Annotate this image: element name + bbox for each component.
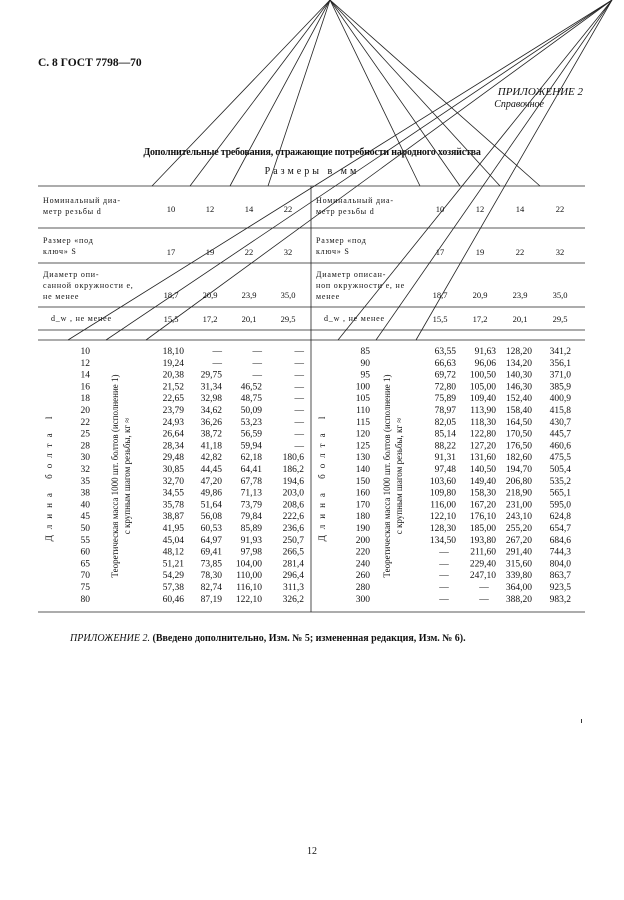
right-length-value: 220 <box>355 547 370 558</box>
left-mass-value: 42,82 <box>200 453 222 464</box>
right-mass-value: 315,60 <box>505 559 532 570</box>
left-mass-value: 78,30 <box>200 571 222 582</box>
mass-label: с крупным шагом резьбы, кг ≈ <box>122 417 132 535</box>
left-mass-value: 28,34 <box>162 441 184 452</box>
left-mass-value: 45,04 <box>162 535 184 546</box>
appendix-title: ПРИЛОЖЕНИЕ 2 <box>497 86 583 98</box>
left-mass-value: 222,6 <box>282 512 304 523</box>
table-rule <box>230 0 330 186</box>
right-mass-value: 96,06 <box>474 358 496 369</box>
right-length-value: 180 <box>355 512 370 523</box>
right-dw-value: 15,5 <box>432 314 448 324</box>
left-nominal-value: 12 <box>205 204 215 214</box>
right-length-value: 190 <box>355 524 370 534</box>
right-mass-value: 475,5 <box>549 453 571 464</box>
left-length-value: 75 <box>80 583 90 593</box>
right-dw-value: 20,1 <box>512 314 528 324</box>
right-mass-value: 595,0 <box>549 500 571 511</box>
right-mass-value: 128,30 <box>429 524 456 534</box>
right-length-value: 95 <box>360 370 370 381</box>
left-mass-value: 51,64 <box>200 500 222 511</box>
left-diam-value: 18,7 <box>163 290 179 300</box>
footnote-label: ПРИЛОЖЕНИЕ 2. <box>70 633 150 644</box>
left-mass-value: 29,75 <box>200 370 222 381</box>
left-mass-value: 97,98 <box>240 547 262 558</box>
left-mass-value: 36,26 <box>200 417 222 428</box>
left-mass-value: — <box>252 347 262 357</box>
right-mass-value: 72,80 <box>434 382 456 393</box>
left-mass-value: 32,70 <box>162 476 184 487</box>
left-mass-value: — <box>294 429 304 440</box>
left-dw-value: 29,5 <box>280 314 296 324</box>
left-length-value: 10 <box>80 347 90 357</box>
right-mass-value: — <box>479 594 489 605</box>
right-mass-value: 193,80 <box>469 535 496 546</box>
left-mass-value: 57,38 <box>162 583 184 593</box>
right-length-value: 260 <box>355 571 370 582</box>
left-nominal-label: Номинальный диа- <box>43 196 121 205</box>
left-mass-value: 266,5 <box>282 547 304 558</box>
right-mass-value: — <box>439 571 449 582</box>
left-length-value: 60 <box>80 547 90 558</box>
left-mass-value: 53,23 <box>240 417 262 428</box>
left-mass-value: 31,34 <box>200 382 222 393</box>
left-mass-value: 56,08 <box>200 512 222 523</box>
left-mass-value: 73,79 <box>240 500 262 511</box>
page-number: 12 <box>307 846 317 857</box>
right-mass-value: — <box>479 583 489 593</box>
left-length-value: 80 <box>80 594 90 605</box>
left-mass-value: 59,94 <box>240 441 262 452</box>
right-mass-value: 182,60 <box>505 453 532 464</box>
left-mass-value: — <box>212 347 222 357</box>
table-rule <box>376 0 612 340</box>
left-mass-value: 34,55 <box>162 488 184 499</box>
right-mass-value: 63,55 <box>434 347 456 357</box>
right-mass-value: 371,0 <box>549 370 571 381</box>
left-length-value: 65 <box>80 559 90 570</box>
right-key-value: 17 <box>435 247 445 257</box>
left-mass-value: 23,79 <box>162 406 184 416</box>
left-mass-value: 236,6 <box>282 524 304 534</box>
table-rule <box>330 0 540 186</box>
right-mass-value: 415,8 <box>549 406 571 416</box>
right-mass-value: 211,60 <box>470 547 496 558</box>
right-mass-value: 267,20 <box>505 535 532 546</box>
right-mass-value: 863,7 <box>549 571 571 582</box>
right-mass-value: 105,00 <box>469 382 496 393</box>
left-mass-value: 49,86 <box>200 488 222 499</box>
right-mass-value: 128,20 <box>505 347 532 357</box>
right-key-value: 32 <box>555 247 565 257</box>
left-key-value: 17 <box>166 247 176 257</box>
left-mass-value: 180,6 <box>282 453 304 464</box>
left-mass-value: 64,41 <box>240 465 262 475</box>
right-mass-value: 149,40 <box>469 476 496 487</box>
right-mass-value: — <box>439 547 449 558</box>
right-mass-value: 75,89 <box>434 394 456 405</box>
right-diam-label: менее <box>316 292 340 301</box>
right-mass-value: 122,80 <box>469 429 496 440</box>
left-mass-value: 22,65 <box>162 394 184 405</box>
right-mass-value: 134,50 <box>429 535 456 546</box>
right-length-value: 125 <box>355 441 370 452</box>
left-length-value: 50 <box>80 524 90 534</box>
left-mass-value: 186,2 <box>282 465 304 475</box>
left-length-value: 16 <box>80 382 90 393</box>
left-diam-value: 20,9 <box>202 290 218 300</box>
right-mass-value: 109,80 <box>429 488 456 499</box>
left-mass-value: 41,95 <box>162 524 184 534</box>
right-length-value: 140 <box>355 465 370 475</box>
right-mass-value: 460,6 <box>549 441 571 452</box>
right-mass-value: 339,80 <box>505 571 532 582</box>
right-length-value: 280 <box>355 583 370 593</box>
left-mass-value: — <box>252 370 262 381</box>
left-mass-value: — <box>294 417 304 428</box>
left-mass-value: 41,18 <box>200 441 222 452</box>
right-nominal-label: Номинальный диа- <box>316 196 394 205</box>
left-key-label: ключ» S <box>43 247 77 256</box>
left-mass-value: — <box>294 358 304 369</box>
right-mass-value: — <box>439 594 449 605</box>
table-rule <box>330 0 500 186</box>
right-mass-value: 218,90 <box>505 488 532 499</box>
left-mass-value: 44,45 <box>200 465 222 475</box>
left-mass-value: 46,52 <box>240 382 262 393</box>
right-mass-value: 100,50 <box>469 370 496 381</box>
left-diam-value: 23,9 <box>241 290 257 300</box>
right-dw-value: 17,2 <box>472 314 488 324</box>
left-key-value: 32 <box>283 247 293 257</box>
left-length-value: 20 <box>80 406 90 416</box>
right-mass-value: 430,7 <box>549 417 571 428</box>
left-length-value: 40 <box>80 500 90 511</box>
right-length-value: 150 <box>355 476 370 487</box>
right-diam-label: ноп окружности е, не <box>316 281 405 290</box>
sizes-caption: Размеры в мм <box>264 166 360 177</box>
left-mass-value: 35,78 <box>162 500 184 511</box>
left-length-value: 55 <box>80 535 90 546</box>
right-mass-value: 291,40 <box>505 547 532 558</box>
left-mass-value: — <box>294 370 304 381</box>
right-mass-value: 91,63 <box>474 347 496 357</box>
right-mass-value: 684,6 <box>549 535 571 546</box>
left-mass-value: — <box>294 382 304 393</box>
right-mass-value: 97,48 <box>434 465 456 475</box>
left-mass-value: 122,10 <box>235 594 262 605</box>
right-mass-value: 388,20 <box>505 594 532 605</box>
left-mass-value: 21,52 <box>162 382 184 393</box>
left-diam-label: санной окружности е, <box>43 281 134 290</box>
right-diam-value: 23,9 <box>512 290 528 300</box>
right-mass-value: 170,50 <box>505 429 532 440</box>
right-mass-value: — <box>439 559 449 570</box>
right-mass-value: 66,63 <box>434 358 456 369</box>
left-mass-value: 38,87 <box>162 512 184 523</box>
right-mass-value: 400,9 <box>549 394 571 405</box>
left-mass-value: — <box>252 358 262 369</box>
left-length-value: 45 <box>80 512 90 523</box>
left-mass-value: 87,19 <box>200 594 222 605</box>
left-length-value: 30 <box>80 453 90 464</box>
left-mass-value: — <box>294 441 304 452</box>
right-key-value: 22 <box>515 247 525 257</box>
margin-mark <box>581 719 582 723</box>
right-mass-value: 82,05 <box>434 417 456 428</box>
mass-label: Теоретическая масса 1000 шт. болтов (исполнение 1) <box>110 374 120 578</box>
right-mass-value: 158,40 <box>505 406 532 416</box>
right-mass-value: 445,7 <box>549 429 571 440</box>
left-mass-value: 56,59 <box>240 429 262 440</box>
left-mass-value: 38,72 <box>200 429 222 440</box>
right-length-value: 115 <box>356 417 370 428</box>
right-diam-label: Диаметр описан- <box>316 270 387 279</box>
left-mass-value: — <box>294 394 304 405</box>
right-key-value: 19 <box>475 247 485 257</box>
left-mass-value: 60,46 <box>162 594 184 605</box>
left-nominal-value: 14 <box>244 204 254 214</box>
right-length-value: 105 <box>355 394 370 405</box>
right-mass-value: 167,20 <box>469 500 496 511</box>
right-mass-value: 565,1 <box>549 488 571 499</box>
left-dw-value: 20,1 <box>241 314 257 324</box>
left-mass-value: 116,10 <box>236 583 262 593</box>
left-mass-value: 20,38 <box>162 370 184 381</box>
right-mass-value: 923,5 <box>549 583 571 593</box>
table-rule <box>190 0 330 186</box>
right-mass-value: 113,90 <box>470 406 496 416</box>
right-mass-value: 505,4 <box>549 465 571 475</box>
left-dw-value: 15,5 <box>163 314 179 324</box>
right-mass-value: 109,40 <box>469 394 496 405</box>
left-key-label: Размер «под <box>43 236 94 245</box>
right-dw-value: 29,5 <box>552 314 568 324</box>
left-mass-value: 281,4 <box>282 559 304 570</box>
right-dw-label: d_w , не менее <box>324 314 385 323</box>
right-mass-value: 118,30 <box>470 417 496 428</box>
left-mass-value: 208,6 <box>282 500 304 511</box>
right-mass-value: 535,2 <box>549 476 571 487</box>
table-rule <box>330 0 420 186</box>
length-label: Длина болта l <box>317 410 327 542</box>
left-mass-value: 82,74 <box>200 583 222 593</box>
right-length-value: 120 <box>355 429 370 440</box>
left-diam-label: не менее <box>43 292 80 301</box>
left-length-value: 25 <box>80 429 90 440</box>
left-mass-value: 32,98 <box>200 394 222 405</box>
left-length-value: 28 <box>80 441 90 452</box>
left-mass-value: 104,00 <box>235 559 262 570</box>
left-key-value: 22 <box>244 247 254 257</box>
left-mass-value: 326,2 <box>282 594 304 605</box>
table-rule <box>268 0 330 186</box>
right-diam-value: 20,9 <box>472 290 488 300</box>
right-mass-value: 164,50 <box>505 417 532 428</box>
right-length-value: 100 <box>355 382 370 393</box>
left-mass-value: 48,12 <box>162 547 184 558</box>
left-mass-value: 110,00 <box>236 571 262 582</box>
mass-label: с крупным шагом резьбы, кг ≈ <box>394 417 404 535</box>
right-mass-value: 176,50 <box>505 441 532 452</box>
right-length-value: 90 <box>360 358 370 369</box>
right-length-value: 170 <box>355 500 370 511</box>
right-mass-value: 654,7 <box>549 524 571 534</box>
right-mass-value: 78,97 <box>434 406 456 416</box>
right-mass-value: 122,10 <box>429 512 456 523</box>
right-diam-value: 35,0 <box>552 290 568 300</box>
left-mass-value: 250,7 <box>282 535 304 546</box>
left-length-value: 38 <box>80 488 90 499</box>
right-mass-value: 341,2 <box>549 347 571 357</box>
left-mass-value: — <box>294 406 304 416</box>
left-mass-value: 203,0 <box>282 488 304 499</box>
left-mass-value: 54,29 <box>162 571 184 582</box>
length-label: Длина болта l <box>44 410 54 542</box>
right-mass-value: 247,10 <box>469 571 496 582</box>
footnote <box>70 633 466 644</box>
right-mass-value: 158,30 <box>469 488 496 499</box>
left-length-value: 35 <box>80 476 90 487</box>
table-rule <box>152 0 330 186</box>
right-nominal-value: 12 <box>475 204 485 214</box>
right-mass-value: 229,40 <box>469 559 496 570</box>
left-mass-value: 311,3 <box>282 583 304 593</box>
right-mass-value: 243,10 <box>505 512 532 523</box>
right-mass-value: 85,14 <box>434 429 456 440</box>
left-nominal-value: 22 <box>283 204 293 214</box>
table-rule <box>416 0 612 340</box>
right-mass-value: 255,20 <box>505 524 532 534</box>
footnote-text: (Введено дополнительно, Изм. № 5; измененная редакция, Изм. № 6). <box>152 633 466 644</box>
left-length-value: 70 <box>80 571 90 582</box>
right-mass-value: 134,20 <box>505 358 532 369</box>
left-mass-value: 19,24 <box>162 358 184 369</box>
right-mass-value: 88,22 <box>434 441 456 452</box>
right-mass-value: 131,60 <box>469 453 496 464</box>
right-nominal-value: 22 <box>555 204 565 214</box>
left-mass-value: 30,85 <box>162 465 184 475</box>
left-mass-value: 50,09 <box>240 406 262 416</box>
left-mass-value: 48,75 <box>240 394 262 405</box>
right-nominal-value: 14 <box>515 204 525 214</box>
right-length-value: 160 <box>355 488 370 499</box>
right-mass-value: 356,1 <box>549 358 571 369</box>
right-length-value: 300 <box>355 594 370 605</box>
left-mass-value: 24,93 <box>162 417 184 428</box>
right-length-value: 110 <box>356 406 370 416</box>
left-length-value: 12 <box>80 358 90 369</box>
left-nominal-label: метр резьбы d <box>43 207 102 216</box>
left-dw-label: d_w , не менее <box>51 314 112 323</box>
right-mass-value: 69,72 <box>434 370 456 381</box>
left-mass-value: 18,10 <box>162 347 184 357</box>
right-mass-value: 194,70 <box>505 465 532 475</box>
document-title: Дополнительные требования, отражающие потребности народного хозяйства <box>143 147 481 158</box>
right-mass-value: 364,00 <box>505 583 532 593</box>
left-mass-value: 69,41 <box>200 547 222 558</box>
left-length-value: 22 <box>80 417 90 428</box>
right-length-value: 85 <box>360 347 370 357</box>
appendix-subtitle: Справочное <box>494 99 544 110</box>
right-mass-value: 146,30 <box>505 382 532 393</box>
page-header: С. 8 ГОСТ 7798—70 <box>38 57 142 69</box>
right-mass-value: — <box>439 583 449 593</box>
right-length-value: 130 <box>355 453 370 464</box>
left-mass-value: 64,97 <box>200 535 222 546</box>
right-mass-value: 185,00 <box>469 524 496 534</box>
left-mass-value: 67,78 <box>240 476 262 487</box>
right-mass-value: 176,10 <box>469 512 496 523</box>
left-mass-value: — <box>212 358 222 369</box>
right-mass-value: 385,9 <box>549 382 571 393</box>
mass-label: Теоретическая масса 1000 шт. болтов (исполнение 1) <box>382 374 392 578</box>
right-mass-value: 140,50 <box>469 465 496 475</box>
right-mass-value: 804,0 <box>549 559 571 570</box>
left-mass-value: 79,84 <box>240 512 262 523</box>
right-mass-value: 116,00 <box>430 500 456 511</box>
right-mass-value: 127,20 <box>469 441 496 452</box>
left-key-value: 19 <box>205 247 215 257</box>
right-mass-value: 624,8 <box>549 512 571 523</box>
left-mass-value: 91,93 <box>240 535 262 546</box>
left-length-value: 32 <box>80 465 90 475</box>
left-mass-value: 34,62 <box>200 406 222 416</box>
left-mass-value: 29,48 <box>162 453 184 464</box>
left-mass-value: 85,89 <box>240 524 262 534</box>
right-length-value: 240 <box>355 559 370 570</box>
left-mass-value: 51,21 <box>162 559 184 570</box>
left-length-value: 18 <box>80 394 90 405</box>
right-nominal-value: 10 <box>435 204 445 214</box>
left-mass-value: 60,53 <box>200 524 222 534</box>
left-mass-value: 26,64 <box>162 429 184 440</box>
left-mass-value: 194,6 <box>282 476 304 487</box>
right-mass-value: 744,3 <box>549 547 571 558</box>
right-diam-value: 18,7 <box>432 290 448 300</box>
left-mass-value: — <box>294 347 304 357</box>
right-mass-value: 231,00 <box>505 500 532 511</box>
right-mass-value: 152,40 <box>505 394 532 405</box>
left-diam-label: Диаметр опи- <box>43 270 100 279</box>
right-length-value: 200 <box>355 535 370 546</box>
right-mass-value: 103,60 <box>429 476 456 487</box>
right-mass-value: 983,2 <box>549 594 571 605</box>
left-mass-value: 73,85 <box>200 559 222 570</box>
left-diam-value: 35,0 <box>280 290 296 300</box>
right-mass-value: 140,30 <box>505 370 532 381</box>
right-mass-value: 91,31 <box>434 453 456 464</box>
right-nominal-label: метр резьбы d <box>316 207 375 216</box>
left-mass-value: 71,13 <box>240 488 262 499</box>
right-mass-value: 206,80 <box>505 476 532 487</box>
left-nominal-value: 10 <box>166 204 176 214</box>
right-key-label: Размер «под <box>316 236 367 245</box>
left-mass-value: 47,20 <box>200 476 222 487</box>
left-dw-value: 17,2 <box>202 314 218 324</box>
left-mass-value: 296,4 <box>282 571 304 582</box>
right-key-label: ключ» S <box>316 247 350 256</box>
left-length-value: 14 <box>80 370 90 381</box>
left-mass-value: 62,18 <box>240 453 262 464</box>
